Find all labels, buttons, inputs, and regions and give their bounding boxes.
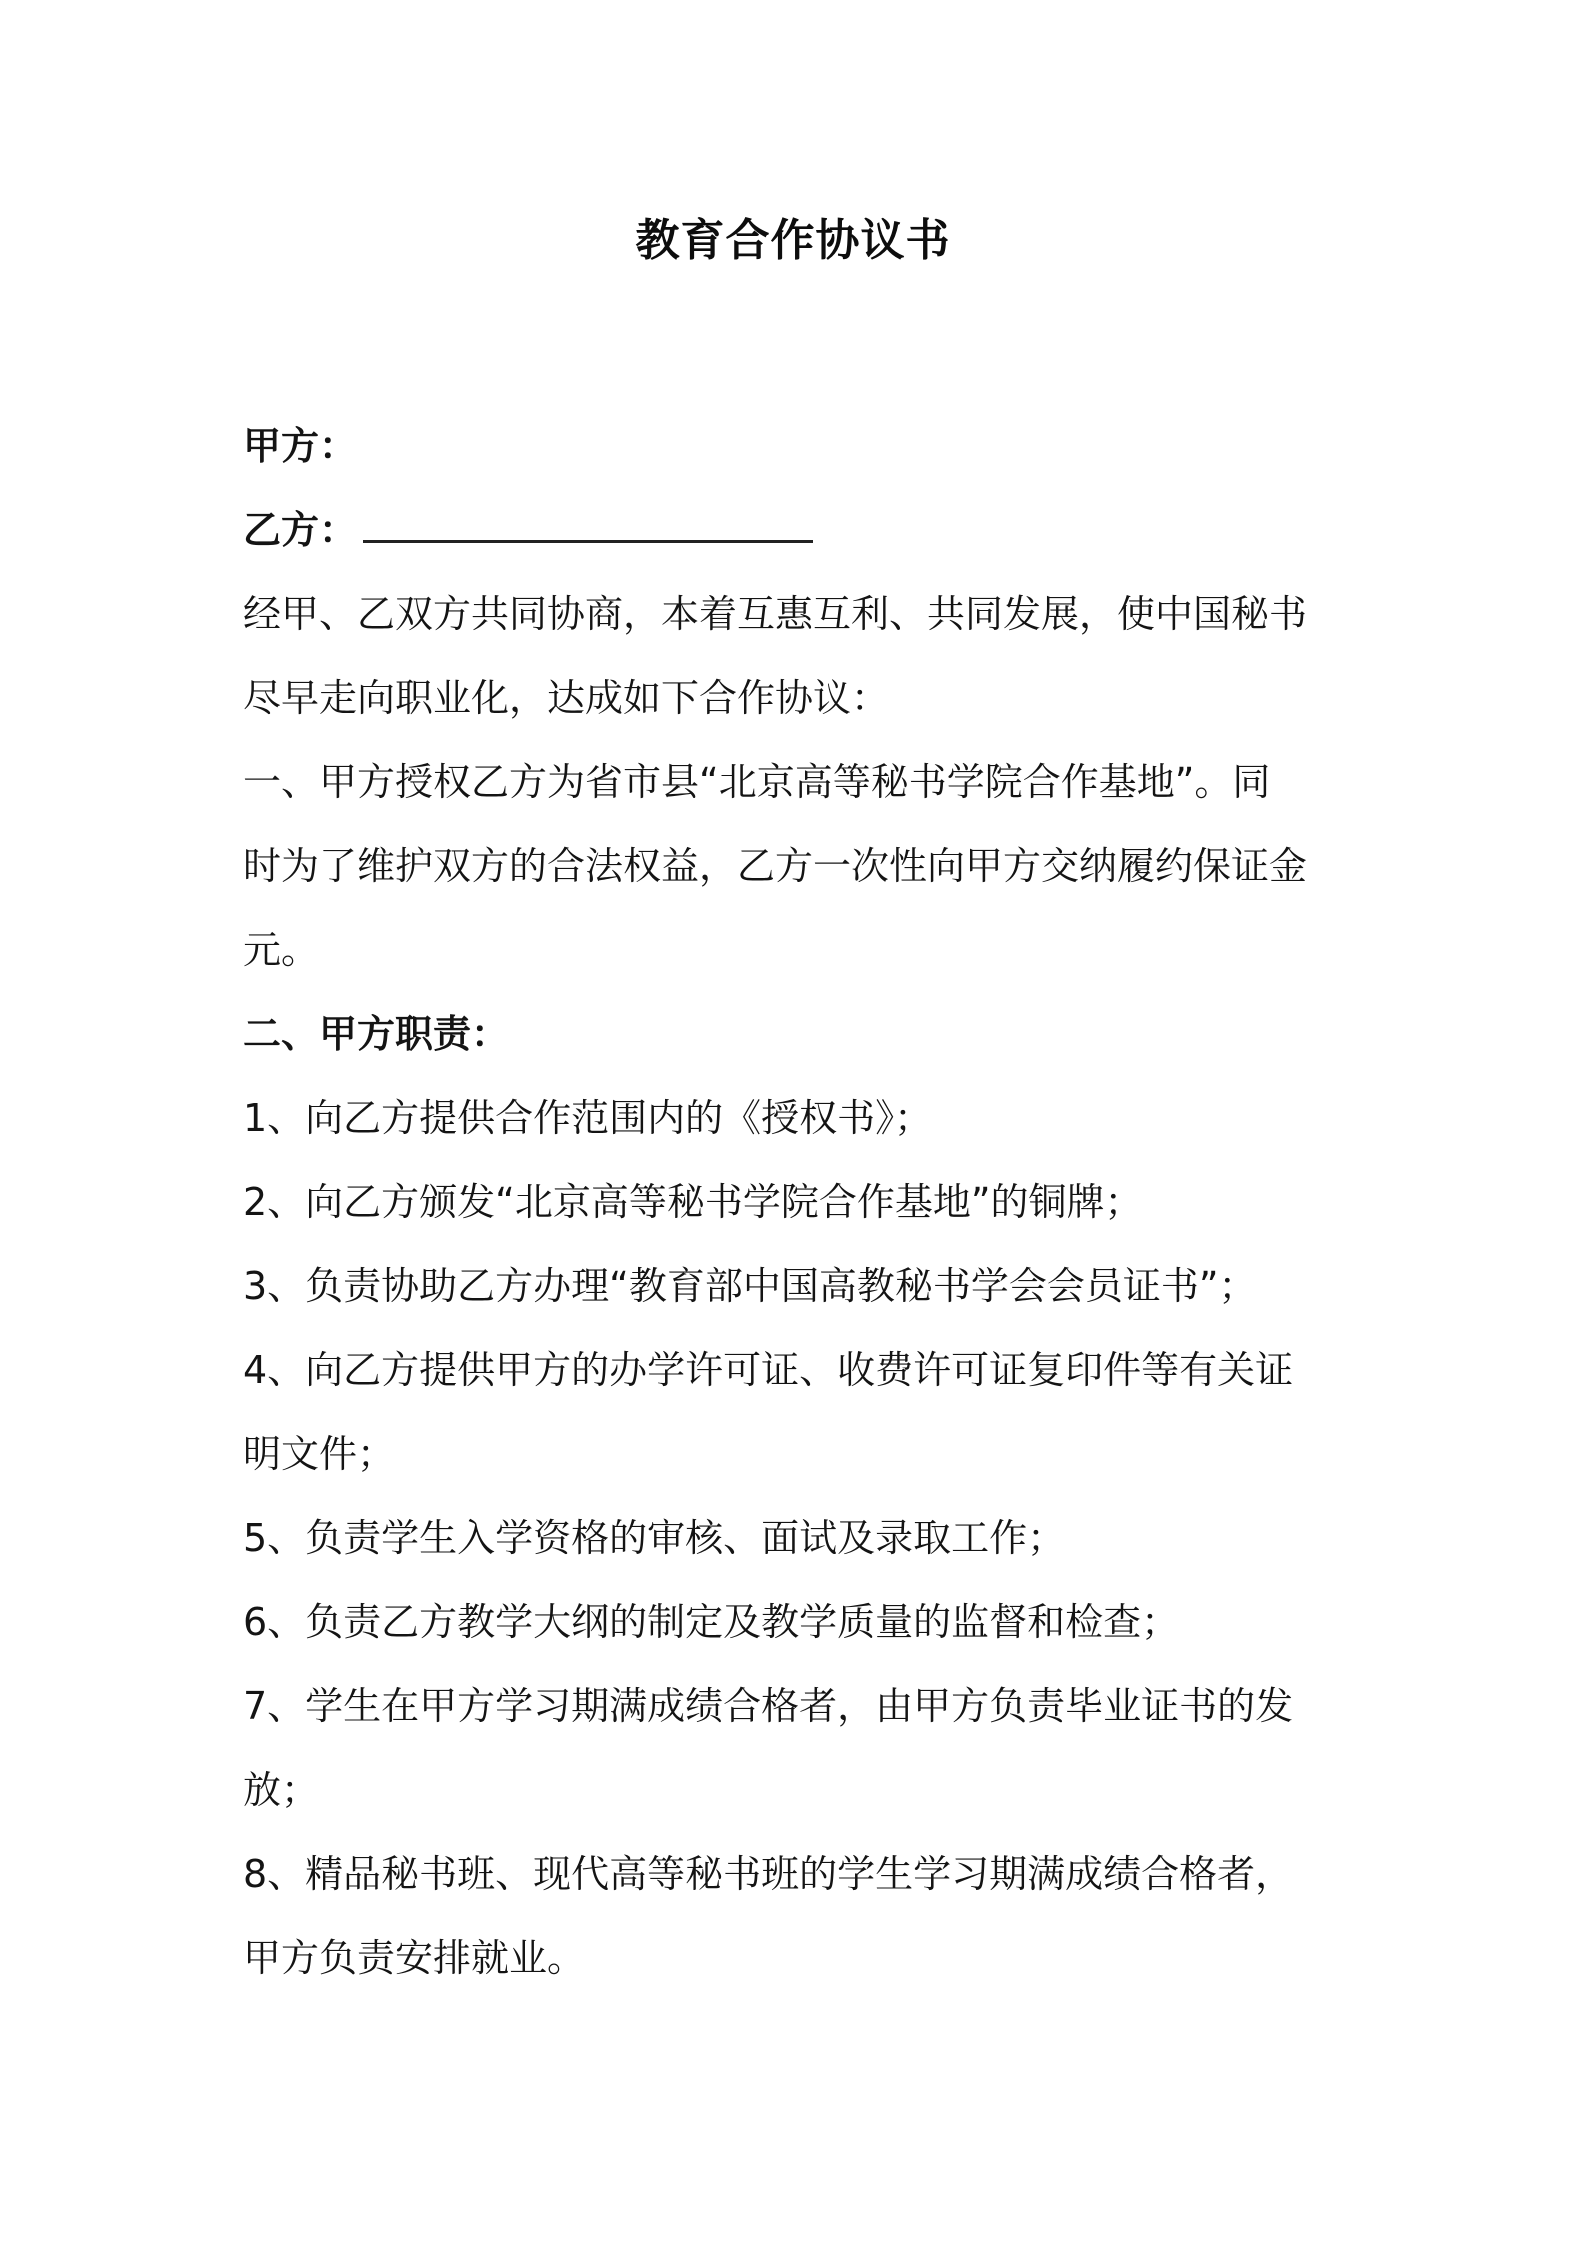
list-item: 5、负责学生入学资格的审核、面试及录取工作；	[243, 1516, 1066, 1560]
list-item-continuation: 甲方负责安排就业。	[243, 1936, 586, 1980]
section-heading: 二、甲方职责：	[243, 1012, 510, 1056]
document-body	[243, 404, 1363, 2000]
list-item: 7、学生在甲方学习期满成绩合格者，由甲方负责毕业证书的发	[243, 1684, 1294, 1728]
list-item: 6、负责乙方教学大纲的制定及教学质量的监督和检查；	[243, 1600, 1180, 1644]
party-b-line	[243, 488, 1363, 572]
party-a-label: 甲方：	[243, 424, 358, 468]
text-line: 一、甲方授权乙方为省市县“北京高等秘书学院合作基地”。同	[243, 760, 1271, 804]
text-line: 尽早走向职业化，达成如下合作协议：	[243, 676, 890, 720]
party-b-blank	[363, 488, 813, 543]
list-item: 4、向乙方提供甲方的办学许可证、收费许可证复印件等有关证	[243, 1348, 1294, 1392]
text-line: 经甲、乙双方共同协商，本着互惠互利、共同发展，使中国秘书	[243, 592, 1308, 636]
list-item: 2、向乙方颁发“北京高等秘书学院合作基地”的铜牌；	[243, 1180, 1143, 1224]
list-item: 8、精品秘书班、现代高等秘书班的学生学习期满成绩合格者，	[243, 1852, 1294, 1896]
document-title: 教育合作协议书	[635, 215, 951, 266]
list-item-continuation: 明文件；	[243, 1432, 396, 1476]
party-b-label: 乙方：	[243, 508, 358, 552]
text-line: 元。	[243, 928, 320, 972]
list-item: 1、向乙方提供合作范围内的《授权书》；	[243, 1096, 933, 1140]
text-line: 时为了维护双方的合法权益，乙方一次性向甲方交纳履约保证金	[243, 844, 1308, 888]
list-item-continuation: 放；	[243, 1768, 320, 1812]
party-a-line	[243, 404, 1363, 488]
list-item: 3、负责协助乙方办理“教育部中国高教秘书学会会员证书”；	[243, 1264, 1257, 1308]
